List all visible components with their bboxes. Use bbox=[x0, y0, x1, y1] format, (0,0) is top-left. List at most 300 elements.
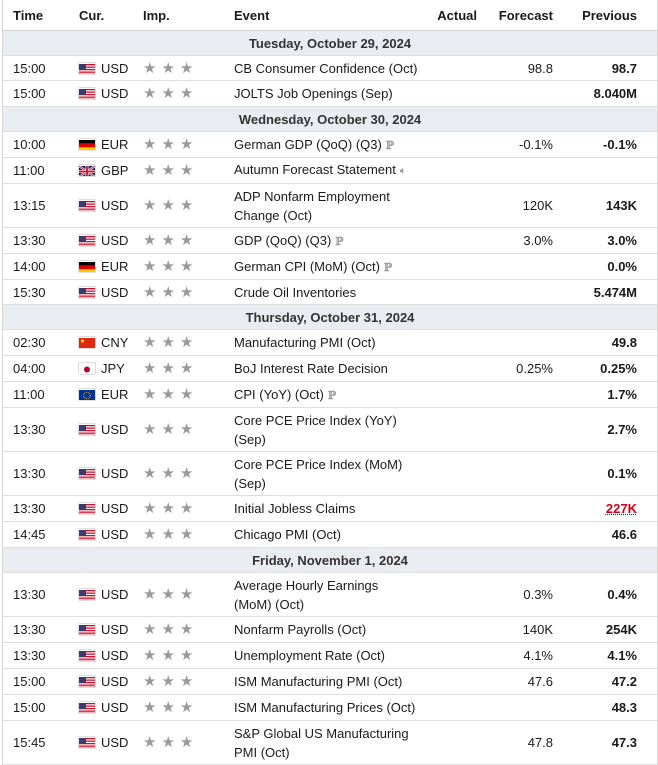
currency-code: EUR bbox=[101, 137, 128, 152]
event-time: 15:30 bbox=[3, 285, 69, 300]
us-flag-icon bbox=[79, 529, 95, 540]
event-time: 11:00 bbox=[3, 387, 69, 402]
importance-stars bbox=[135, 259, 224, 274]
star-icon: ★ bbox=[161, 700, 174, 715]
table-row[interactable] bbox=[3, 81, 657, 107]
event-link[interactable]: ADP Nonfarm Employment Change (Oct) bbox=[234, 189, 390, 223]
date-label: Friday, November 1, 2024 bbox=[252, 553, 408, 568]
currency-code: USD bbox=[101, 674, 128, 689]
star-icon: ★ bbox=[180, 259, 193, 274]
previous-text: 46.6 bbox=[612, 527, 637, 542]
currency-code: USD bbox=[101, 700, 128, 715]
importance-stars bbox=[135, 86, 224, 101]
previous-value bbox=[559, 422, 645, 437]
star-icon: ★ bbox=[180, 233, 193, 248]
star-icon: ★ bbox=[180, 163, 193, 178]
us-flag-icon bbox=[79, 702, 95, 713]
importance-stars bbox=[135, 466, 224, 481]
star-icon: ★ bbox=[161, 137, 174, 152]
event-name[interactable] bbox=[224, 724, 419, 762]
currency bbox=[69, 466, 135, 481]
star-icon: ★ bbox=[161, 735, 174, 750]
table-row[interactable] bbox=[3, 452, 657, 496]
eu-flag-icon bbox=[79, 389, 95, 400]
forecast-value: 3.0% bbox=[477, 233, 559, 248]
event-name[interactable] bbox=[224, 698, 419, 717]
event-name[interactable] bbox=[224, 385, 419, 405]
currency-code: USD bbox=[101, 622, 128, 637]
event-name[interactable] bbox=[224, 411, 419, 449]
event-time: 11:00 bbox=[3, 163, 69, 178]
currency bbox=[69, 422, 135, 437]
currency-code: USD bbox=[101, 86, 128, 101]
currency-code: EUR bbox=[101, 259, 128, 274]
previous-value bbox=[559, 735, 645, 750]
importance-stars bbox=[135, 648, 224, 663]
event-link[interactable]: Chicago PMI (Oct) bbox=[234, 527, 341, 542]
us-flag-icon bbox=[79, 589, 95, 600]
previous-value bbox=[559, 587, 645, 602]
event-name[interactable] bbox=[224, 59, 419, 78]
event-name[interactable] bbox=[224, 620, 419, 639]
table-row[interactable] bbox=[3, 356, 657, 382]
event-name[interactable] bbox=[224, 672, 419, 691]
star-icon: ★ bbox=[180, 735, 193, 750]
table-row[interactable] bbox=[3, 132, 657, 158]
event-time: 13:30 bbox=[3, 587, 69, 602]
table-row[interactable] bbox=[3, 382, 657, 408]
table-row[interactable] bbox=[3, 643, 657, 669]
currency bbox=[69, 285, 135, 300]
previous-value bbox=[559, 501, 645, 516]
star-icon: ★ bbox=[161, 61, 174, 76]
star-icon: ★ bbox=[143, 259, 156, 274]
previous-value bbox=[559, 198, 645, 213]
star-icon: ★ bbox=[143, 587, 156, 602]
table-row[interactable] bbox=[3, 408, 657, 452]
event-name[interactable] bbox=[224, 135, 419, 155]
star-icon: ★ bbox=[180, 198, 193, 213]
currency bbox=[69, 527, 135, 542]
currency-code: USD bbox=[101, 285, 128, 300]
event-time: 13:30 bbox=[3, 501, 69, 516]
event-name[interactable] bbox=[224, 455, 419, 493]
us-flag-icon bbox=[79, 503, 95, 514]
table-row[interactable] bbox=[3, 573, 657, 617]
currency-code: USD bbox=[101, 422, 128, 437]
star-icon: ★ bbox=[143, 335, 156, 350]
table-row[interactable] bbox=[3, 56, 657, 81]
star-icon: ★ bbox=[143, 387, 156, 402]
importance-stars bbox=[135, 387, 224, 402]
currency bbox=[69, 335, 135, 350]
star-icon: ★ bbox=[143, 361, 156, 376]
previous-value bbox=[559, 137, 645, 152]
event-link[interactable]: German CPI (MoM) (Oct) bbox=[234, 259, 380, 274]
forecast-value: 0.3% bbox=[477, 587, 559, 602]
previous-text: 2.7% bbox=[607, 422, 637, 437]
previous-value bbox=[559, 61, 645, 76]
date-header bbox=[3, 107, 657, 132]
previous-value bbox=[559, 674, 645, 689]
event-name[interactable] bbox=[224, 160, 419, 181]
event-name[interactable] bbox=[224, 525, 419, 544]
currency bbox=[69, 622, 135, 637]
previous-text: 1.7% bbox=[607, 387, 637, 402]
currency bbox=[69, 259, 135, 274]
forecast-value: 140K bbox=[477, 622, 559, 637]
event-time: 13:30 bbox=[3, 466, 69, 481]
star-icon: ★ bbox=[161, 387, 174, 402]
star-icon: ★ bbox=[180, 700, 193, 715]
previous-text: 4.1% bbox=[607, 648, 637, 663]
event-time: 13:30 bbox=[3, 233, 69, 248]
star-icon: ★ bbox=[180, 387, 193, 402]
date-label: Tuesday, October 29, 2024 bbox=[249, 36, 411, 51]
currency-code: USD bbox=[101, 735, 128, 750]
previous-text: -0.1% bbox=[603, 137, 637, 152]
importance-stars bbox=[135, 335, 224, 350]
forecast-value: 4.1% bbox=[477, 648, 559, 663]
currency-code: USD bbox=[101, 198, 128, 213]
importance-stars bbox=[135, 198, 224, 213]
event-link[interactable]: ISM Manufacturing PMI (Oct) bbox=[234, 674, 402, 689]
previous-text: 0.25% bbox=[600, 361, 637, 376]
star-icon: ★ bbox=[143, 466, 156, 481]
table-row[interactable] bbox=[3, 496, 657, 522]
previous-text: 8.040M bbox=[594, 86, 637, 101]
previous-text: 254K bbox=[606, 622, 637, 637]
table-body bbox=[3, 31, 657, 765]
star-icon: ★ bbox=[180, 361, 193, 376]
star-icon: ★ bbox=[161, 674, 174, 689]
previous-value bbox=[559, 86, 645, 101]
event-time: 13:30 bbox=[3, 648, 69, 663]
previous-value bbox=[559, 466, 645, 481]
currency-code: EUR bbox=[101, 387, 128, 402]
us-flag-icon bbox=[79, 424, 95, 435]
table-row[interactable] bbox=[3, 669, 657, 695]
star-icon: ★ bbox=[180, 501, 193, 516]
star-icon: ★ bbox=[143, 233, 156, 248]
event-link[interactable]: Core PCE Price Index (YoY) (Sep) bbox=[234, 413, 397, 447]
event-time: 13:30 bbox=[3, 622, 69, 637]
star-icon: ★ bbox=[180, 527, 193, 542]
header-importance[interactable]: Imp. bbox=[135, 8, 224, 23]
event-time: 04:00 bbox=[3, 361, 69, 376]
currency bbox=[69, 163, 135, 178]
previous-value bbox=[559, 648, 645, 663]
event-time: 14:45 bbox=[3, 527, 69, 542]
star-icon: ★ bbox=[161, 622, 174, 637]
preliminary-icon[interactable]: ℙ bbox=[386, 136, 394, 155]
event-link[interactable]: Unemployment Rate (Oct) bbox=[234, 648, 385, 663]
event-name[interactable] bbox=[224, 576, 419, 614]
gb-flag-icon bbox=[79, 165, 95, 176]
event-name[interactable] bbox=[224, 84, 419, 103]
star-icon: ★ bbox=[143, 198, 156, 213]
star-icon: ★ bbox=[180, 335, 193, 350]
us-flag-icon bbox=[79, 88, 95, 99]
event-time: 15:45 bbox=[3, 735, 69, 750]
currency bbox=[69, 387, 135, 402]
star-icon: ★ bbox=[161, 285, 174, 300]
star-icon: ★ bbox=[180, 466, 193, 481]
star-icon: ★ bbox=[143, 700, 156, 715]
us-flag-icon bbox=[79, 624, 95, 635]
previous-text: 47.2 bbox=[612, 674, 637, 689]
event-time: 15:00 bbox=[3, 61, 69, 76]
star-icon: ★ bbox=[161, 422, 174, 437]
star-icon: ★ bbox=[180, 422, 193, 437]
event-link[interactable]: Crude Oil Inventories bbox=[234, 285, 356, 300]
star-icon: ★ bbox=[143, 674, 156, 689]
star-icon: ★ bbox=[143, 622, 156, 637]
jp-flag-icon bbox=[79, 363, 95, 374]
star-icon: ★ bbox=[180, 587, 193, 602]
previous-value bbox=[559, 700, 645, 715]
forecast-value: 47.8 bbox=[477, 735, 559, 750]
importance-stars bbox=[135, 735, 224, 750]
forecast-value: 120K bbox=[477, 198, 559, 213]
header-currency[interactable]: Cur. bbox=[69, 8, 135, 23]
star-icon: ★ bbox=[143, 501, 156, 516]
currency bbox=[69, 61, 135, 76]
event-link[interactable]: GDP (QoQ) (Q3) bbox=[234, 233, 331, 248]
date-header bbox=[3, 31, 657, 56]
currency-code: CNY bbox=[101, 335, 128, 350]
header-actual[interactable]: Actual bbox=[419, 8, 477, 23]
star-icon: ★ bbox=[161, 233, 174, 248]
us-flag-icon bbox=[79, 676, 95, 687]
event-time: 15:00 bbox=[3, 674, 69, 689]
table-row[interactable] bbox=[3, 721, 657, 765]
currency-code: USD bbox=[101, 648, 128, 663]
preliminary-icon[interactable]: ℙ bbox=[335, 232, 343, 251]
event-name[interactable] bbox=[224, 231, 419, 251]
currency bbox=[69, 587, 135, 602]
event-name[interactable] bbox=[224, 187, 419, 225]
currency-code: USD bbox=[101, 587, 128, 602]
event-name[interactable] bbox=[224, 257, 419, 277]
event-link[interactable]: Average Hourly Earnings (MoM) (Oct) bbox=[234, 578, 378, 612]
importance-stars bbox=[135, 285, 224, 300]
currency bbox=[69, 137, 135, 152]
importance-stars bbox=[135, 361, 224, 376]
importance-stars bbox=[135, 622, 224, 637]
forecast-value: 47.6 bbox=[477, 674, 559, 689]
date-label: Thursday, October 31, 2024 bbox=[246, 310, 415, 325]
event-link[interactable]: CB Consumer Confidence (Oct) bbox=[234, 61, 418, 76]
table-row[interactable] bbox=[3, 330, 657, 356]
event-name[interactable] bbox=[224, 646, 419, 665]
importance-stars bbox=[135, 674, 224, 689]
table-row[interactable] bbox=[3, 522, 657, 548]
event-link[interactable]: JOLTS Job Openings (Sep) bbox=[234, 86, 393, 101]
table-row[interactable] bbox=[3, 280, 657, 305]
star-icon: ★ bbox=[161, 335, 174, 350]
previous-text: 0.1% bbox=[607, 466, 637, 481]
table-row[interactable] bbox=[3, 158, 657, 184]
event-time: 13:30 bbox=[3, 422, 69, 437]
previous-value bbox=[559, 233, 645, 248]
currency-code: USD bbox=[101, 501, 128, 516]
header-forecast[interactable]: Forecast bbox=[477, 8, 559, 23]
currency-code: USD bbox=[101, 527, 128, 542]
date-header bbox=[3, 305, 657, 330]
economic-calendar bbox=[2, 0, 658, 765]
us-flag-icon bbox=[79, 737, 95, 748]
speaker-icon[interactable]: 🔈︎ bbox=[400, 162, 407, 181]
currency bbox=[69, 700, 135, 715]
previous-value bbox=[559, 259, 645, 274]
currency bbox=[69, 501, 135, 516]
currency-code: GBP bbox=[101, 163, 128, 178]
table-row[interactable] bbox=[3, 184, 657, 228]
us-flag-icon bbox=[79, 468, 95, 479]
currency bbox=[69, 735, 135, 750]
header-previous[interactable]: Previous bbox=[559, 8, 645, 23]
event-time: 02:30 bbox=[3, 335, 69, 350]
event-time: 15:00 bbox=[3, 700, 69, 715]
event-time: 13:15 bbox=[3, 198, 69, 213]
star-icon: ★ bbox=[180, 674, 193, 689]
date-header bbox=[3, 548, 657, 573]
importance-stars bbox=[135, 137, 224, 152]
star-icon: ★ bbox=[161, 361, 174, 376]
star-icon: ★ bbox=[143, 163, 156, 178]
event-link[interactable]: Initial Jobless Claims bbox=[234, 501, 355, 516]
forecast-value: -0.1% bbox=[477, 137, 559, 152]
date-label: Wednesday, October 30, 2024 bbox=[239, 112, 421, 127]
event-link[interactable]: BoJ Interest Rate Decision bbox=[234, 361, 388, 376]
star-icon: ★ bbox=[143, 422, 156, 437]
currency bbox=[69, 361, 135, 376]
star-icon: ★ bbox=[161, 587, 174, 602]
forecast-value: 98.8 bbox=[477, 61, 559, 76]
star-icon: ★ bbox=[143, 648, 156, 663]
currency-code: USD bbox=[101, 233, 128, 248]
previous-value bbox=[559, 527, 645, 542]
star-icon: ★ bbox=[143, 735, 156, 750]
previous-value bbox=[559, 387, 645, 402]
us-flag-icon bbox=[79, 650, 95, 661]
previous-value bbox=[559, 335, 645, 350]
de-flag-icon bbox=[79, 139, 95, 150]
star-icon: ★ bbox=[143, 86, 156, 101]
previous-text: 5.474M bbox=[594, 285, 637, 300]
star-icon: ★ bbox=[143, 61, 156, 76]
importance-stars bbox=[135, 233, 224, 248]
header-event[interactable]: Event bbox=[224, 6, 419, 25]
previous-text: 47.3 bbox=[612, 735, 637, 750]
table-row[interactable] bbox=[3, 695, 657, 721]
importance-stars bbox=[135, 587, 224, 602]
currency-code: USD bbox=[101, 61, 128, 76]
star-icon: ★ bbox=[180, 137, 193, 152]
importance-stars bbox=[135, 527, 224, 542]
event-link[interactable]: S&P Global US Manufacturing PMI (Oct) bbox=[234, 726, 409, 760]
event-time: 14:00 bbox=[3, 259, 69, 274]
star-icon: ★ bbox=[161, 198, 174, 213]
currency-code: JPY bbox=[101, 361, 125, 376]
star-icon: ★ bbox=[180, 622, 193, 637]
currency bbox=[69, 86, 135, 101]
table-row[interactable] bbox=[3, 254, 657, 280]
star-icon: ★ bbox=[161, 501, 174, 516]
event-link[interactable]: Nonfarm Payrolls (Oct) bbox=[234, 622, 366, 637]
previous-text[interactable]: 227K bbox=[606, 501, 637, 516]
previous-value bbox=[559, 285, 645, 300]
star-icon: ★ bbox=[180, 648, 193, 663]
preliminary-icon[interactable]: ℙ bbox=[328, 386, 336, 405]
previous-text: 48.3 bbox=[612, 700, 637, 715]
star-icon: ★ bbox=[161, 163, 174, 178]
currency bbox=[69, 648, 135, 663]
event-link[interactable]: Autumn Forecast Statement bbox=[234, 162, 396, 177]
star-icon: ★ bbox=[180, 61, 193, 76]
forecast-value: 0.25% bbox=[477, 361, 559, 376]
previous-text: 0.0% bbox=[607, 259, 637, 274]
star-icon: ★ bbox=[143, 285, 156, 300]
event-name[interactable] bbox=[224, 499, 419, 518]
previous-value bbox=[559, 361, 645, 376]
event-link[interactable]: German GDP (QoQ) (Q3) bbox=[234, 137, 382, 152]
us-flag-icon bbox=[79, 63, 95, 74]
importance-stars bbox=[135, 700, 224, 715]
previous-text: 143K bbox=[606, 198, 637, 213]
currency bbox=[69, 233, 135, 248]
event-name[interactable] bbox=[224, 283, 419, 302]
star-icon: ★ bbox=[161, 527, 174, 542]
event-link[interactable]: Manufacturing PMI (Oct) bbox=[234, 335, 376, 350]
de-flag-icon bbox=[79, 261, 95, 272]
previous-text: 49.8 bbox=[612, 335, 637, 350]
event-name[interactable] bbox=[224, 333, 419, 352]
importance-stars bbox=[135, 163, 224, 178]
event-name[interactable] bbox=[224, 359, 419, 378]
us-flag-icon bbox=[79, 235, 95, 246]
preliminary-icon[interactable]: ℙ bbox=[384, 258, 392, 277]
star-icon: ★ bbox=[161, 259, 174, 274]
us-flag-icon bbox=[79, 200, 95, 211]
event-time: 10:00 bbox=[3, 137, 69, 152]
currency-code: USD bbox=[101, 466, 128, 481]
event-link[interactable]: ISM Manufacturing Prices (Oct) bbox=[234, 700, 415, 715]
table-row[interactable] bbox=[3, 228, 657, 254]
star-icon: ★ bbox=[180, 86, 193, 101]
star-icon: ★ bbox=[143, 137, 156, 152]
importance-stars bbox=[135, 61, 224, 76]
star-icon: ★ bbox=[161, 466, 174, 481]
event-link[interactable]: Core PCE Price Index (MoM) (Sep) bbox=[234, 457, 402, 491]
header-time[interactable]: Time bbox=[3, 8, 69, 23]
cn-flag-icon bbox=[79, 337, 95, 348]
previous-text: 3.0% bbox=[607, 233, 637, 248]
us-flag-icon bbox=[79, 287, 95, 298]
star-icon: ★ bbox=[143, 527, 156, 542]
importance-stars bbox=[135, 422, 224, 437]
previous-text: 0.4% bbox=[607, 587, 637, 602]
previous-value bbox=[559, 622, 645, 637]
currency bbox=[69, 198, 135, 213]
table-row[interactable] bbox=[3, 617, 657, 643]
star-icon: ★ bbox=[161, 648, 174, 663]
event-link[interactable]: CPI (YoY) (Oct) bbox=[234, 387, 324, 402]
previous-text: 98.7 bbox=[612, 61, 637, 76]
star-icon: ★ bbox=[161, 86, 174, 101]
currency bbox=[69, 674, 135, 689]
